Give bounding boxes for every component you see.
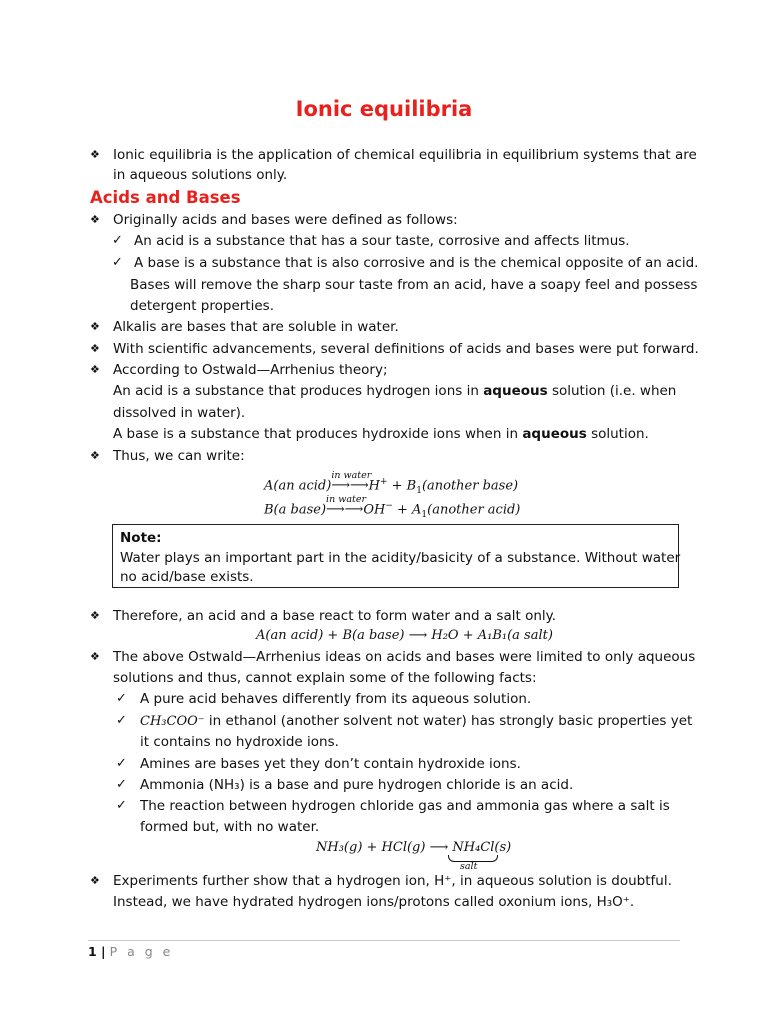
fact-reaction-line-1: The reaction between hydrogen chloride gas and ammonia gas where a salt is (140, 798, 670, 814)
fact-reaction-line-2: formed but, with no water. (140, 819, 320, 835)
intro-line-1: Ionic equilibria is the application of chemical equilibria in equilibrium systems that are (113, 147, 697, 163)
note-label: Note: (120, 530, 162, 546)
intro-line-2: in aqueous solutions only. (113, 167, 288, 183)
note-line-1: Water plays an important part in the acidity/basicity of a substance. Without water (120, 550, 681, 566)
check-base-line-1: A base is a substance that is also corrosive and is the chemical opposite of an acid. (134, 255, 699, 271)
fact-acetate: CH₃COO⁻ in ethanol (another solvent not water) has strongly basic properties yet (140, 713, 693, 729)
page-footer (88, 944, 173, 959)
equation-ammonium-chloride: NH₃(g) + HCl(g) ⟶ NH₄Cl(s) (316, 840, 512, 855)
page-title: Ionic equilibria (295, 97, 473, 121)
salt-label: salt (460, 861, 478, 872)
ostwald-acid-line: An acid is a substance that produces hydrogen ions in aqueous solution (i.e. when (113, 383, 677, 399)
diamond-bullet-icon: ❖ (90, 148, 100, 161)
fact-amines: Amines are bases yet they don’t contain hydroxide ions. (140, 756, 521, 772)
check-icon: ✓ (116, 691, 127, 706)
page-label: P a g e (109, 944, 174, 959)
alkalis-text: Alkalis are bases that are soluble in water. (113, 319, 399, 335)
footer-divider (88, 940, 680, 941)
note-line-2: no acid/base exists. (120, 569, 254, 585)
check-base-line-2: Bases will remove the sharp sour taste from an acid, have a soapy feel and possess (130, 277, 698, 293)
originally-text: Originally acids and bases were defined as follows: (113, 212, 458, 228)
check-icon: ✓ (112, 255, 123, 270)
check-icon: ✓ (116, 777, 127, 792)
check-icon: ✓ (116, 713, 127, 728)
equation-acid: A(an acid) in water ⟶⟶H+ + $B_1(another$ base) (264, 470, 519, 496)
equation-neutralisation: A(an acid) + B(a base) ⟶ H₂O + A₁B₁(a salt) (256, 628, 553, 643)
page-number: 1 | (88, 944, 106, 959)
fact-pure-acid: A pure acid behaves differently from its aqueous solution. (140, 691, 532, 707)
above-line-1: The above Ostwald—Arrhenius ideas on acids and bases were limited to only aqueous (113, 649, 696, 665)
note-box (112, 524, 679, 588)
check-base-line-3: detergent properties. (130, 298, 274, 314)
experiments-line-2: Instead, we have hydrated hydrogen ions/protons called oxonium ions, H₃O⁺. (113, 894, 635, 910)
therefore-text: Therefore, an acid and a base react to form water and a salt only. (113, 608, 556, 624)
diamond-bullet-icon: ❖ (90, 363, 100, 376)
diamond-bullet-icon: ❖ (90, 320, 100, 333)
check-icon: ✓ (116, 798, 127, 813)
check-icon: ✓ (116, 756, 127, 771)
ostwald-base-line: A base is a substance that produces hydroxide ions when in aqueous solution. (113, 426, 649, 442)
above-line-2: solutions and thus, cannot explain some of the following facts: (113, 670, 537, 686)
check-acid-text: An acid is a substance that has a sour taste, corrosive and affects litmus. (134, 233, 630, 249)
check-icon: ✓ (112, 233, 123, 248)
thus-text: Thus, we can write: (113, 448, 245, 464)
diamond-bullet-icon: ❖ (90, 609, 100, 622)
ostwald-intro: According to Ostwald—Arrhenius theory; (113, 362, 388, 378)
equation-base: B(a base) in water ⟶⟶OH− + $A_1(another$ acid) (264, 494, 521, 520)
experiments-line-1: Experiments further show that a hydrogen ion, H⁺, in aqueous solution is doubtful. (113, 873, 672, 889)
scientific-text: With scientific advancements, several definitions of acids and bases were put forward. (113, 341, 699, 357)
diamond-bullet-icon: ❖ (90, 874, 100, 887)
diamond-bullet-icon: ❖ (90, 213, 100, 226)
diamond-bullet-icon: ❖ (90, 342, 100, 355)
ostwald-acid-cont: dissolved in water). (113, 405, 246, 421)
fact-acetate-cont: it contains no hydroxide ions. (140, 734, 339, 750)
diamond-bullet-icon: ❖ (90, 650, 100, 663)
fact-ammonia: Ammonia (NH₃) is a base and pure hydrogen chloride is an acid. (140, 777, 574, 793)
diamond-bullet-icon: ❖ (90, 449, 100, 462)
section-heading: Acids and Bases (90, 188, 241, 207)
